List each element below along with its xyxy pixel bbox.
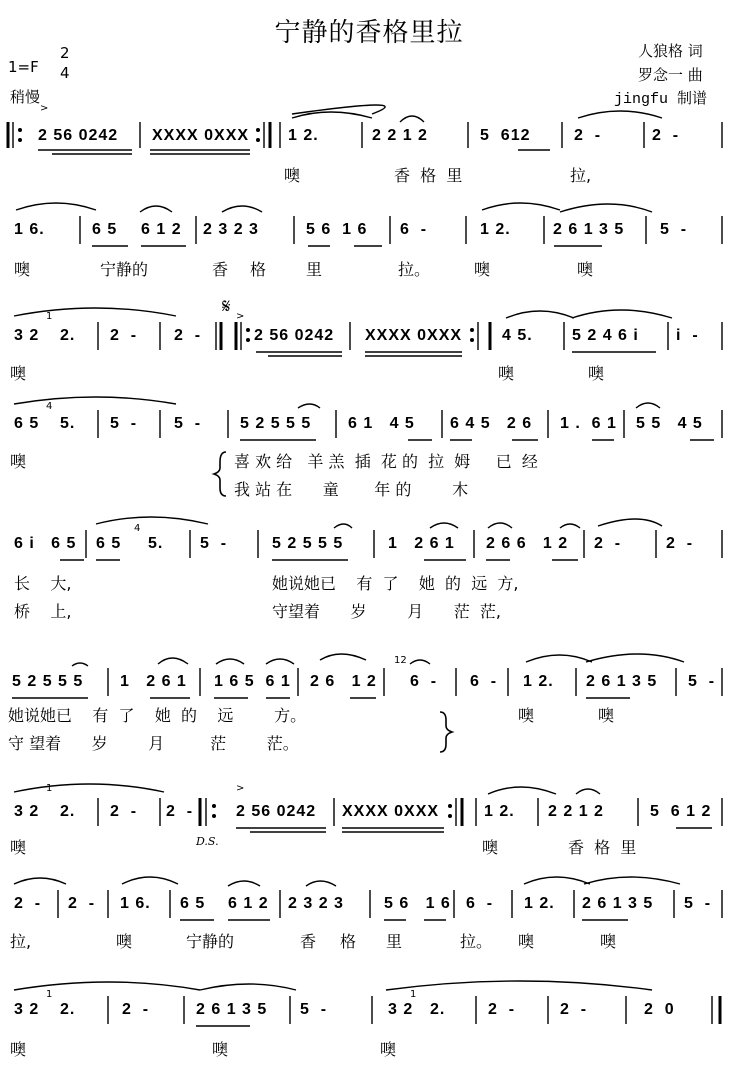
note-group: 2 56 0242 — [254, 327, 335, 344]
note-group: 6 1 4 5 — [348, 415, 415, 432]
note-group: 6 4 5 2 6 — [450, 415, 533, 432]
note-group: 5 - — [660, 221, 688, 238]
note-group: 2 6 6 1 2 — [486, 535, 569, 552]
note-group: 1 2. — [288, 127, 319, 144]
lyric-line-1: 香 — [300, 932, 317, 951]
note-group: 5 - — [110, 415, 138, 432]
note-group: 5 - — [174, 415, 202, 432]
grace-note: 1 — [410, 989, 417, 1000]
lyric-line-2: 桥 上, — [14, 602, 72, 621]
accent-mark: > — [40, 103, 49, 114]
note-group: 5 612 — [480, 127, 531, 144]
lyric-line-1: 宁静的 — [100, 260, 149, 279]
tempo-marking: 稍慢 — [10, 88, 41, 106]
note-group: 2 - — [14, 895, 42, 912]
note-group: 2 - — [488, 1001, 516, 1018]
note-group: 2 - — [652, 127, 680, 144]
note-group: 3 2 — [14, 1001, 40, 1018]
lyric-line-1: 噢 — [116, 932, 133, 951]
note-group: 6 - — [400, 221, 428, 238]
note-group: 1 2 6 1 — [388, 535, 455, 552]
lyric-line-1: 噢 — [10, 1040, 27, 1059]
time-signature-top: 2 — [60, 44, 70, 62]
note-group: XXXX 0XXX — [365, 327, 463, 344]
note-group: 2 - — [166, 803, 194, 820]
lyric-line-1: 噢 — [598, 706, 615, 725]
note-group: 5 - — [300, 1001, 328, 1018]
lyricist-credit: 人狼格 词 — [638, 42, 703, 60]
accent-mark: > — [236, 311, 245, 322]
lyric-line-1: 里 — [306, 260, 323, 279]
note-group: 2 - — [68, 895, 96, 912]
lyric-line-1: 噢 — [474, 260, 491, 279]
note-group: 5 2 5 5 5 — [12, 673, 84, 690]
note-group: 2 6 1 2 — [310, 673, 377, 690]
note-group: 2. — [60, 1001, 76, 1018]
note-group: 2 - — [574, 127, 602, 144]
note-group: XXXX 0XXX — [342, 803, 440, 820]
note-group: 5 2 4 6 i — [572, 327, 639, 344]
lyric-line-1: 长 大, — [14, 574, 72, 593]
note-group: 2 - — [666, 535, 694, 552]
note-group: 5. — [60, 415, 76, 432]
note-group: 2 6 1 3 5 — [586, 673, 658, 690]
note-group: 5 6 1 2 — [650, 803, 712, 820]
grace-note: 4 — [46, 401, 53, 412]
note-group: 4 5. — [502, 327, 533, 344]
note-group: 2 - — [174, 327, 202, 344]
note-group: 5 2 5 5 5 — [240, 415, 312, 432]
note-group: 2 - — [122, 1001, 150, 1018]
lyric-line-1: 噢 — [212, 1040, 229, 1059]
note-group: 6 - — [410, 673, 438, 690]
note-group: 2 - — [110, 327, 138, 344]
note-group: 6 5 — [92, 221, 118, 238]
note-group: 3 2 — [14, 803, 40, 820]
note-group: 6 5 — [14, 415, 40, 432]
note-group: 2 - — [110, 803, 138, 820]
lyric-line-1: 噢 — [518, 932, 535, 951]
note-group: 5 - — [684, 895, 712, 912]
note-group: 6 1 2 — [228, 895, 269, 912]
engraver-credit: jingfu 制谱 — [614, 91, 708, 108]
lyric-line-1: 噢 — [588, 364, 605, 383]
lyric-line-1: 里 — [386, 932, 403, 951]
grace-note: 4 — [134, 523, 141, 534]
note-group: 1 2 6 1 — [120, 673, 187, 690]
song-title: 宁静的香格里拉 — [274, 18, 464, 48]
note-group: 5 - — [688, 673, 716, 690]
lyric-line-1: 格 — [340, 932, 357, 951]
lyric-line-1: 噢 — [284, 166, 301, 185]
lyric-line-1: 格 — [250, 260, 267, 279]
note-group: 2 2 1 2 — [372, 127, 428, 144]
note-group: 6 1 2 — [141, 221, 182, 238]
lyric-line-1: 噢 — [10, 364, 27, 383]
note-group: 2 3 2 3 — [203, 221, 259, 238]
lyric-line-1: 香 格 里 — [568, 838, 637, 857]
grace-note: 1 — [46, 783, 53, 794]
lyric-line-1: 宁静的 — [186, 932, 235, 951]
note-group: 1 2. — [523, 673, 554, 690]
note-group: 2 6 1 3 5 — [582, 895, 654, 912]
note-group: 6 i 6 5 — [14, 535, 77, 552]
note-group: 1 6 5 6 1 — [214, 673, 291, 690]
lyric-line-1: 噢 — [10, 452, 27, 471]
note-group: 5 6 1 6 — [306, 221, 368, 238]
note-group: 2. — [430, 1001, 446, 1018]
note-group: 5 - — [200, 535, 228, 552]
lyric-line-1: 噢 — [380, 1040, 397, 1059]
note-group: i - — [676, 327, 699, 344]
note-group: 2. — [60, 803, 76, 820]
note-group: 2 6 1 3 5 — [553, 221, 625, 238]
lyric-line-1: 噢 — [518, 706, 535, 725]
note-group: 1 2. — [524, 895, 555, 912]
note-group: 6 - — [466, 895, 494, 912]
note-group: 1 2. — [480, 221, 511, 238]
note-group: XXXX 0XXX — [152, 127, 250, 144]
lyric-line-1: 拉。 — [398, 260, 431, 279]
note-group: 5 2 5 5 5 — [272, 535, 344, 552]
note-group: 3 2 — [388, 1001, 414, 1018]
lyric-line-1: 噢 — [577, 260, 594, 279]
time-signature-bottom: 4 — [60, 64, 70, 82]
grace-note: 1 — [46, 989, 53, 1000]
note-group: 2 - — [560, 1001, 588, 1018]
note-group: 2 56 0242 — [236, 803, 317, 820]
note-group: 5 6 1 6 — [384, 895, 451, 912]
lyric-line-2: 守 望着 岁 月 茫 茫。 — [8, 734, 299, 753]
grace-note: 12 — [394, 655, 407, 666]
lyric-line-1: 拉, — [570, 166, 592, 185]
note-group: 2 56 0242 — [38, 127, 119, 144]
note-group: 5 5 4 5 — [636, 415, 703, 432]
grace-note: 1 — [46, 311, 53, 322]
lyric-line-1: 她说她已 有 了 她 的 远 方。 — [8, 706, 307, 725]
note-group: 6 - — [470, 673, 498, 690]
segno-sign: 𝄋 — [222, 294, 231, 318]
note-group: 1 6. — [14, 221, 45, 238]
note-group: 1 . 6 1 — [560, 415, 617, 432]
lyric-line-1: 噢 — [498, 364, 515, 383]
lyric-line-2: 我 站 在 童 年 的 木 — [234, 480, 469, 499]
note-group: 2 - — [594, 535, 622, 552]
lyric-line-1: 香 — [212, 260, 229, 279]
note-group: 6 5 — [180, 895, 206, 912]
lyric-line-1: 香 格 里 — [394, 166, 463, 185]
note-group: 1 2. — [484, 803, 515, 820]
accent-mark: > — [236, 783, 245, 794]
lyric-line-1: 噢 — [482, 838, 499, 857]
key-signature: 1=F — [8, 58, 39, 76]
lyric-line-2: 守望着 岁 月 茫 茫, — [272, 602, 501, 621]
note-group: 5. — [148, 535, 164, 552]
note-group: 2 2 1 2 — [548, 803, 604, 820]
note-group: 2 6 1 3 5 — [196, 1001, 268, 1018]
lyric-line-1: 拉。 — [460, 932, 493, 951]
lyric-line-1: 噢 — [10, 838, 27, 857]
lyric-line-1: 她说她已 有 了 她 的 远 方, — [272, 574, 519, 593]
lyric-line-1: 噢 — [14, 260, 31, 279]
dal-segno-mark: D.S. — [196, 835, 219, 848]
note-group: 1 6. — [120, 895, 151, 912]
lyric-line-1: 喜 欢 给 羊 羔 插 花 的 拉 姆 已 经 — [234, 452, 538, 471]
note-group: 6 5 — [96, 535, 122, 552]
lyric-line-1: 拉, — [10, 932, 32, 951]
note-group: 2. — [60, 327, 76, 344]
composer-credit: 罗念一 曲 — [638, 66, 703, 84]
note-group: 2 3 2 3 — [288, 895, 344, 912]
note-group: 2 0 — [644, 1001, 675, 1018]
note-group: 3 2 — [14, 327, 40, 344]
lyric-line-1: 噢 — [600, 932, 617, 951]
